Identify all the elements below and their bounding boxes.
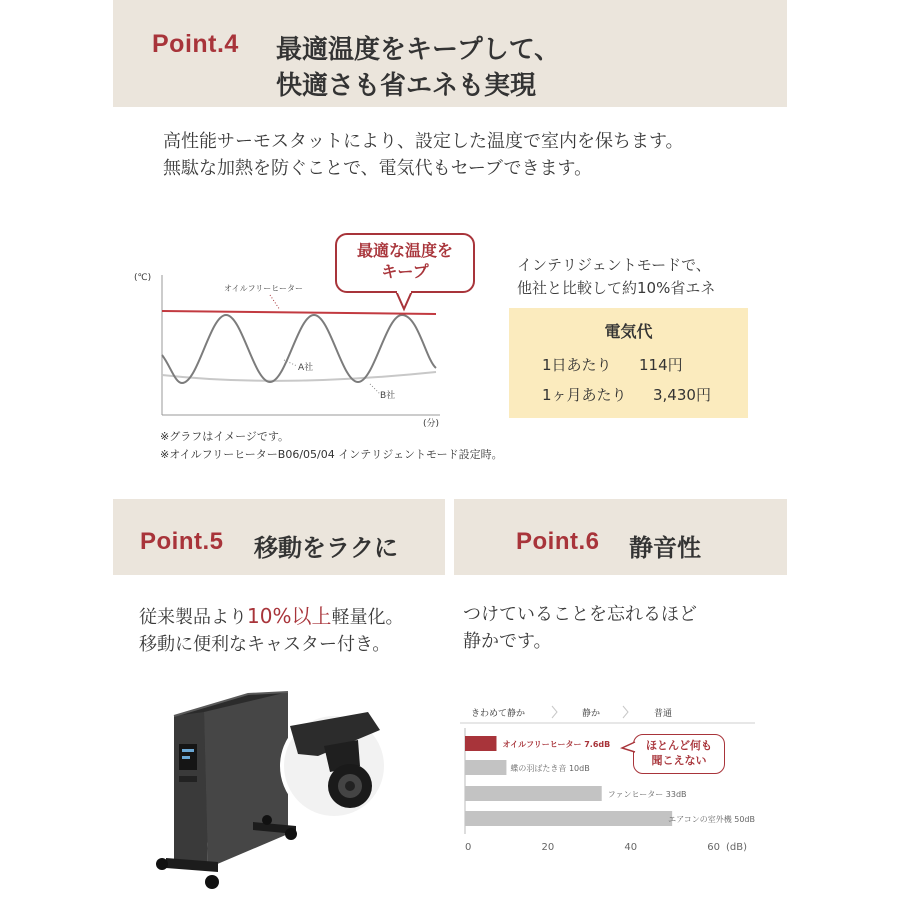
point4-desc-line2: 無駄な加熱を防ぐことで、電気代もセーブできます。 <box>163 157 593 179</box>
caster-front-right <box>205 875 219 889</box>
point5-line1-pre: 従来製品より <box>139 607 247 628</box>
graph-label-oil: オイルフリーヒーター <box>224 284 303 293</box>
graph-label-b: B社 <box>380 391 396 401</box>
point4-description <box>163 129 684 182</box>
caster-back-right <box>285 828 297 840</box>
noise-bar-label: オイルフリーヒーター 7.6dB <box>502 740 611 749</box>
point5-line2: 移動に便利なキャスター付き。 <box>139 634 391 655</box>
savings-line1: インテリジェントモードで、 <box>517 256 711 274</box>
x-axis-unit: (dB) <box>725 842 747 853</box>
point6-description <box>463 601 697 655</box>
graph-label-b-leader <box>370 384 380 394</box>
chevron-right-icon <box>623 706 628 718</box>
cost-month-value: 3,430円 <box>653 386 711 404</box>
quiet-callout <box>633 734 725 774</box>
point6-header-band <box>454 499 787 575</box>
point4-label: Point.4 <box>152 30 239 58</box>
noise-bar-label: 蝶の羽ばたき音 10dB <box>510 764 590 773</box>
callout-line1: 最適な温度を <box>356 241 453 260</box>
chart-header-label: 静か <box>582 709 601 719</box>
heater-product-image <box>148 686 388 892</box>
callout-line2: キープ <box>381 261 429 281</box>
point4-desc-line1: 高性能サーモスタットにより、設定した温度で室内を保ちます。 <box>163 131 684 152</box>
caster-front-left <box>156 858 168 870</box>
point4-title-line1: 最適温度をキープして、 <box>276 35 561 65</box>
noise-bar <box>465 736 496 751</box>
savings-text <box>517 254 715 301</box>
noise-bar <box>465 760 506 775</box>
noise-bar-label: エアコンの室外機 50dB <box>668 815 755 824</box>
point5-line1 <box>139 601 403 631</box>
caster-back-left <box>262 815 272 825</box>
graph-note1: ※グラフはイメージです。 <box>160 430 290 443</box>
quiet-callout-tail <box>620 740 636 754</box>
point4-title-line2: 快適さも省エネも実現 <box>276 71 537 101</box>
point5-description <box>139 601 403 658</box>
point6-line1: つけていることを忘れるほど <box>463 604 697 625</box>
noise-level-chart <box>455 700 765 860</box>
quiet-callout-line1: ほとんど何も <box>646 739 712 752</box>
graph-y-unit: (℃) <box>134 273 152 283</box>
point5-label: Point.5 <box>140 528 224 555</box>
electricity-cost-title: 電気代 <box>604 322 653 341</box>
b-company-line <box>162 372 436 381</box>
x-tick-label: 20 <box>541 842 555 853</box>
graph-note2: ※オイルフリーヒーターB06/05/04 インテリジェントモード設定時。 <box>160 448 503 461</box>
point5-title: 移動をラクに <box>254 534 398 562</box>
chart-header <box>471 706 672 719</box>
point5-line1-post: 軽量化。 <box>331 607 404 628</box>
callout-tail <box>394 291 418 313</box>
graph-x-unit: (分) <box>423 419 440 429</box>
chart-x-ticks <box>465 842 747 853</box>
chart-header-label: きわめて静か <box>471 709 526 719</box>
x-tick-label: 40 <box>624 842 638 853</box>
optimal-temp-callout <box>335 233 475 293</box>
noise-bar <box>465 811 672 826</box>
cost-day-value: 114円 <box>639 356 683 374</box>
chevron-right-icon <box>552 706 557 718</box>
electricity-cost-box <box>509 308 748 418</box>
graph-label-a: A社 <box>298 363 314 373</box>
cost-day-label: 1日あたり <box>542 356 612 374</box>
cost-month-label: 1ヶ月あたり <box>542 386 627 404</box>
noise-bar <box>465 786 602 801</box>
x-tick-label: 60 <box>707 842 720 853</box>
point5-line1-highlight: 10%以上 <box>247 604 332 628</box>
point6-line2: 静かです。 <box>463 631 552 652</box>
x-tick-label: 0 <box>465 842 472 853</box>
graph-label-oil-leader <box>270 295 280 310</box>
savings-line2: 他社と比較して約10%省エネ <box>517 279 716 298</box>
point6-label: Point.6 <box>516 528 600 555</box>
quiet-callout-line2: 聞こえない <box>651 753 707 767</box>
noise-bar-label: ファンヒーター 33dB <box>607 790 687 799</box>
chart-header-label: 普通 <box>654 709 673 719</box>
point6-title: 静音性 <box>629 534 701 562</box>
